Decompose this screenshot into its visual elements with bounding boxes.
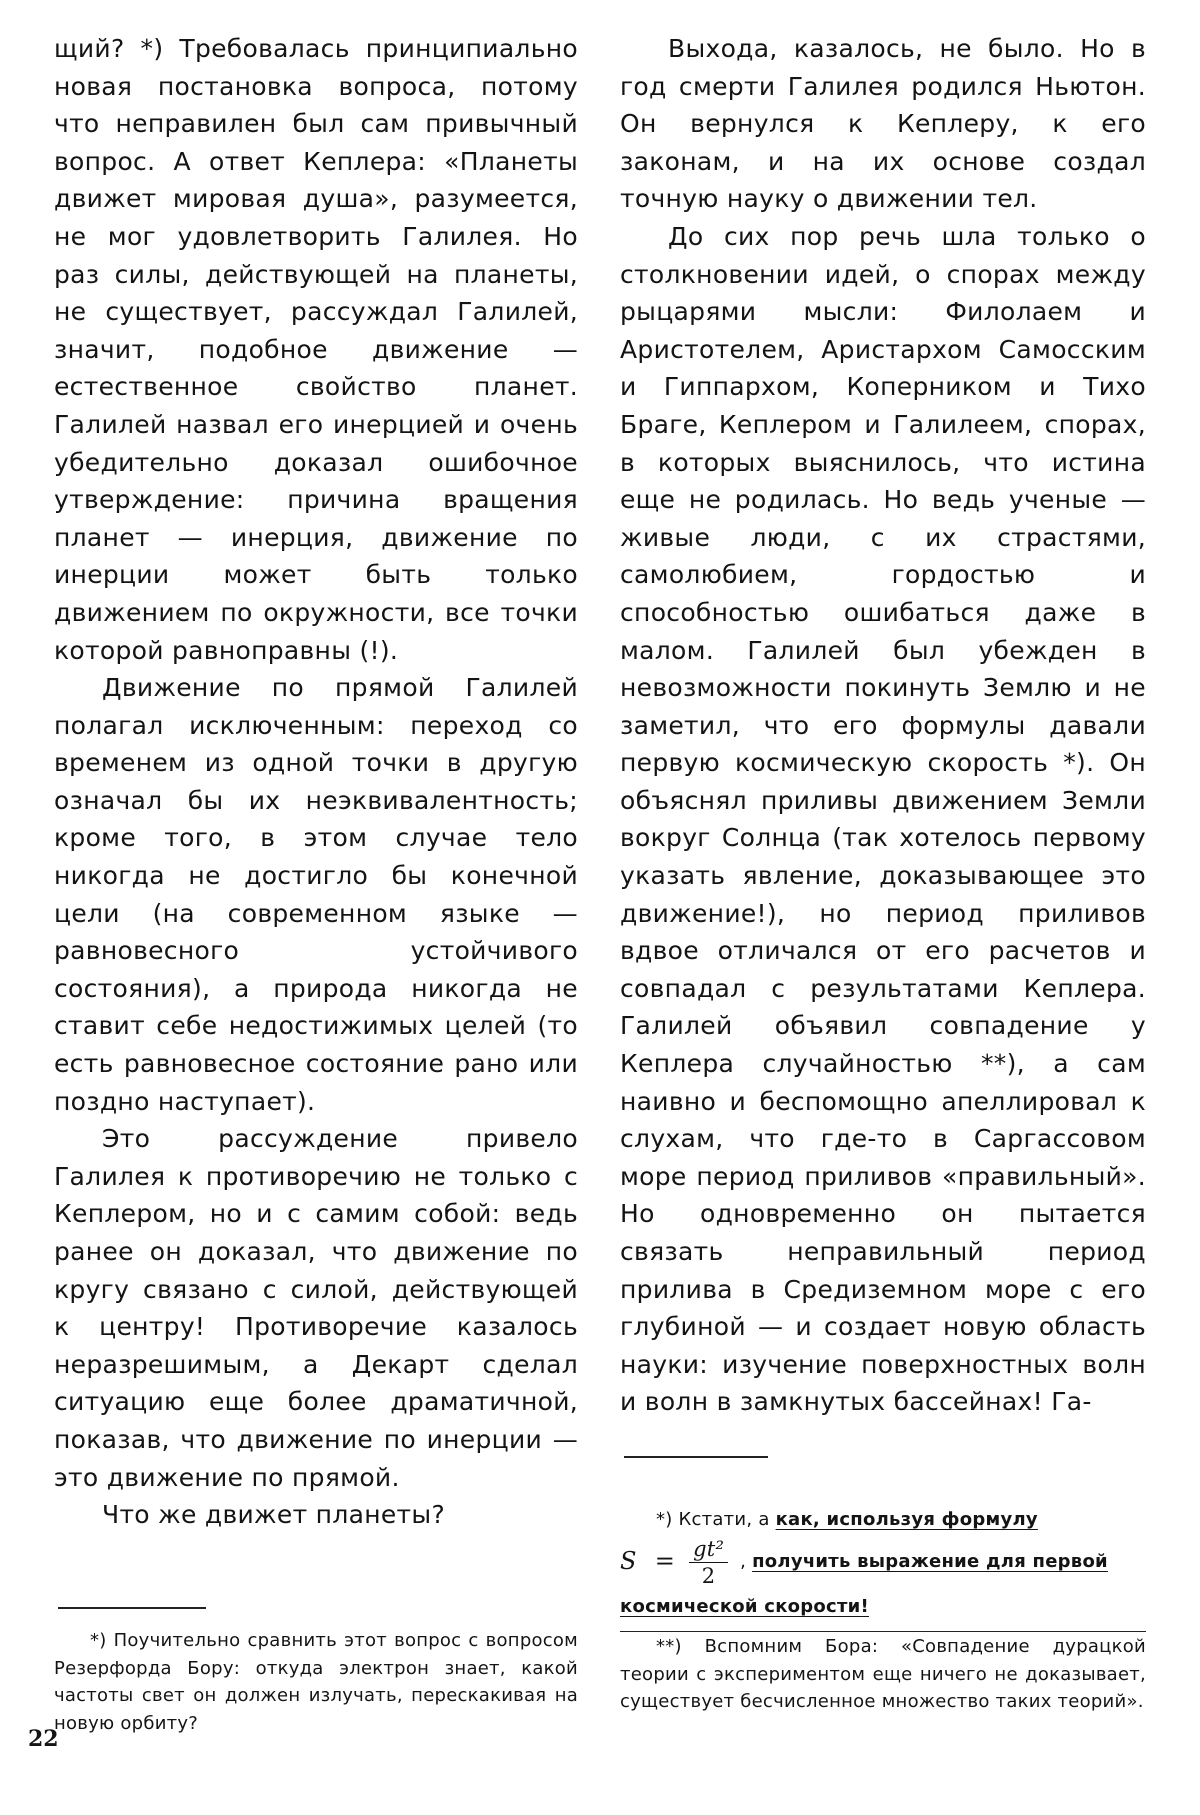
footnote-rule [624, 1456, 768, 1458]
footnote-right-1 [620, 1506, 1146, 1620]
formula-denominator: 2 [701, 1563, 716, 1588]
paragraph: Это рассуждение привело Галилея к противоречию не только с Кеплером, но и с самим собой: ведь ранее он доказал, что движение по кругу связано с силой, действующей к центру! Противоречие казалось неразрешимым, а Декарт сделал ситуацию еще более драматичной, показав, что движение по инерции — это движение по прямой. [54, 1124, 578, 1492]
footnote-bold-text: получить выражение для первой [752, 1551, 1108, 1573]
paragraph: Что же движет планеты? [102, 1500, 446, 1530]
formula-numerator: gt² [689, 1536, 728, 1563]
footnote-prefix: *) Кстати, а [656, 1509, 776, 1530]
footnote-text [620, 1506, 1146, 1534]
formula-line [620, 1536, 1146, 1589]
page-number: 22 [28, 1726, 59, 1752]
footnote-rule [620, 1631, 1146, 1632]
footnote-text: **) Вспомним Бора: «Совпадение дурацкой теории с экспериментом еще ничего не доказывает, существует бесчисленное множество таких теорий». [620, 1636, 1146, 1712]
paragraph: Выхода, казалось, не было. Но в год смерти Галилея родился Ньютон. Он вернулся к Кеплеру, к его законам, и на их основе создал точную науку о движении тел. [620, 34, 1146, 214]
footnote-rule [58, 1607, 206, 1609]
paragraph: До сих пор речь шла только о столкновении идей, о спорах между рыцарями мысли: Филолаем и Аристотелем, Аристархом Самосским и Гиппархом, Коперником и Тихо Браге, Кеплером и Галилеем, спорах, в которых выяснилось, что истина еще не родилась. Но ведь ученые — живые люди, с их страстями, самолюбием, гордостью и способностью ошибаться даже в малом. Галилей был убежден в невозможности покинуть Землю и не заметил, что его формулы давали первую космическую скорость *). Он объяснял приливы движением Земли вокруг Солнца (так хотелось первому указать явление, доказывающее это движение!), но период приливов вдвое отличался от его расчетов и совпадал с результатами Кеплера. Галилей объявил совпадение у Кеплера случайностью **), а сам наивно и беспомощно апеллировал к слухам, что где-то в Саргассовом море период приливов «правильный». Но одновременно он пытается связать неправильный период прилива в Средиземном море с его глубиной — и создает новую область науки: изучение поверхностных волн и волн в замкнутых бассейнах! Га- [620, 221, 1146, 1417]
paragraph: Движение по прямой Галилей полагал исключенным: переход со временем из одной точки в другую означал бы их неэквивалентность; кроме того, в этом случае тело никогда не достигло бы конечной цели (на современном языке — равновесного устойчивого состояния), а природа никогда не ставит себе недостижимых целей (то есть равновесное состояние рано или поздно наступает). [54, 673, 578, 1116]
formula-comma: , [740, 1551, 747, 1573]
left-column [54, 30, 578, 1534]
formula-fraction [689, 1536, 728, 1589]
footnote-left [54, 1627, 578, 1737]
formula-lhs: S [620, 1547, 637, 1576]
footnote-text: *) Поучительно сравнить этот вопрос с вопросом Резерфорда Бору: откуда электрон знает, какой частоты свет он должен излучать, перескакивая на новую орбиту? [54, 1630, 578, 1734]
footnote-bold-text: космической скорости! [620, 1595, 869, 1617]
paragraph: щий? *) Требовалась принципиально новая постановка вопроса, потому что неправилен был сам привычный вопрос. А ответ Кеплера: «Планеты движет мировая душа», разумеется, не мог удовлетворить Галилея. Но раз силы, действующей на планеты, не существует, рассуждал Галилей, значит, подобное движение — естественное свойство планет. Галилей назвал его инерцией и очень убедительно доказал ошибочное утверждение: причина вращения планет — инерция, движение по инерции может быть только движением по окружности, все точки которой равноправны (!). [54, 34, 578, 665]
footnote-right-2 [620, 1633, 1146, 1716]
footnote-bold-text: как, используя формулу [775, 1509, 1038, 1530]
right-column [620, 30, 1146, 1421]
formula [620, 1536, 728, 1589]
formula-equals: = [654, 1547, 676, 1576]
